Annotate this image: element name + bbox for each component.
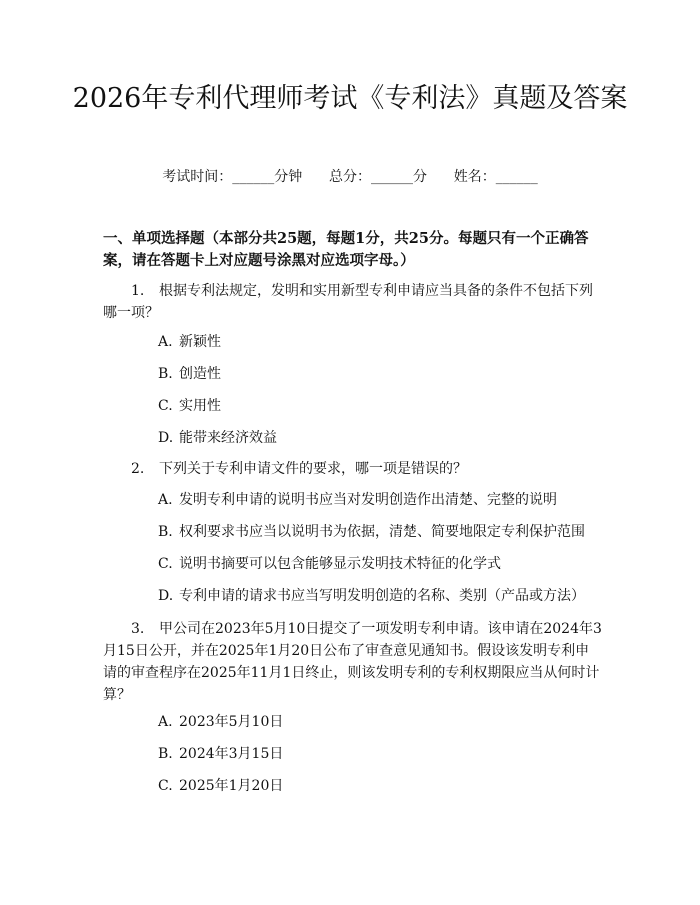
option-letter: B. [158, 366, 173, 382]
name-field: 姓名：______ [453, 169, 538, 185]
option-letter: C. [158, 556, 173, 572]
question-number: 3. [131, 621, 145, 637]
option-1d [158, 428, 277, 448]
total-score-field: 总分：______分 [329, 169, 427, 185]
option-text: 发明专利申请的说明书应当对发明创造作出清楚、完整的说明 [179, 492, 557, 508]
option-1a [158, 332, 221, 352]
option-text: 创造性 [179, 366, 221, 382]
option-letter: A. [158, 492, 173, 508]
option-1b [158, 364, 221, 384]
option-1c [158, 396, 221, 416]
option-2b [158, 522, 585, 542]
question-text: 根据专利法规定，发明和实用新型专利申请应当具备的条件不包括下列哪一项？ [103, 283, 593, 321]
option-letter: C. [158, 398, 173, 414]
option-letter: B. [158, 524, 173, 540]
option-text: 能带来经济效益 [179, 430, 277, 446]
option-text: 说明书摘要可以包含能够显示发明技术特征的化学式 [179, 556, 501, 572]
option-2d [158, 586, 585, 606]
option-3c [158, 776, 283, 796]
option-text: 专利申请的请求书应当写明发明创造的名称、类别（产品或方法） [179, 588, 585, 604]
question-number: 1. [131, 283, 145, 299]
page-title: 2026年专利代理师考试《专利法》真题及答案 [72, 83, 628, 114]
question-3 [103, 618, 603, 706]
question-1 [103, 280, 603, 324]
option-2c [158, 554, 501, 574]
option-letter: B. [158, 746, 173, 762]
option-letter: C. [158, 778, 173, 794]
option-letter: A. [158, 334, 173, 350]
option-letter: D. [158, 588, 174, 604]
option-3b [158, 744, 283, 764]
option-text: 实用性 [179, 398, 221, 414]
question-text: 下列关于专利申请文件的要求，哪一项是错误的？ [159, 461, 467, 477]
section-heading: 一、单项选择题（本部分共25题，每题1分，共25分。每题只有一个正确答案，请在答题卡上对应题号涂黑对应选项字母。） [103, 230, 589, 269]
option-text: 2023年5月10日 [179, 714, 284, 730]
question-number: 2. [131, 461, 145, 477]
option-text: 权利要求书应当以说明书为依据，清楚、简要地限定专利保护范围 [179, 524, 585, 540]
option-text: 2024年3月15日 [179, 746, 284, 762]
option-text: 2025年1月20日 [179, 778, 284, 794]
option-letter: A. [158, 714, 173, 730]
exam-info-line [0, 167, 700, 187]
option-text: 新颖性 [179, 334, 221, 350]
question-text: 甲公司在2023年5月10日提交了一项发明专利申请。该申请在2024年3月15日公开，并在2025年1月20日公布了审查意见通知书。假设该发明专利申请的审查程序在2025年11月1日终止，则该发明专利的专利权期限应当从何时计算？ [103, 621, 602, 703]
option-3a [158, 712, 283, 732]
question-2 [103, 458, 603, 480]
exam-time-field: 考试时间：______分钟 [162, 169, 303, 185]
option-letter: D. [158, 430, 174, 446]
option-2a [158, 490, 557, 510]
